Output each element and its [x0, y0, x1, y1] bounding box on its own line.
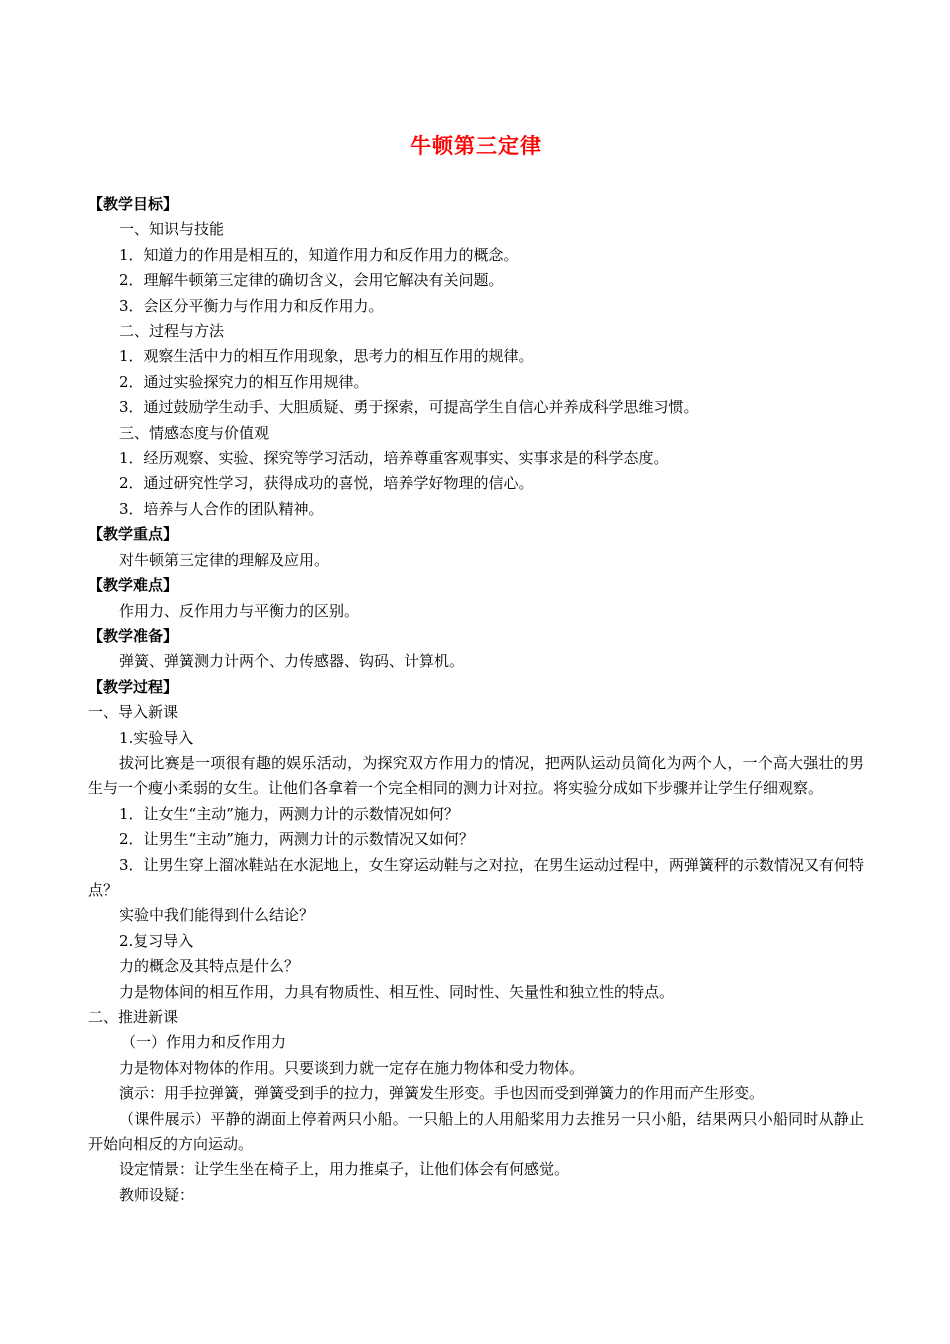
objective-item: 3．培养与人合作的团队精神。	[119, 499, 324, 518]
process-part1: 一、导入新课	[88, 703, 179, 722]
objective-item: 1．知道力的作用是相互的，知道作用力和反作用力的概念。	[119, 245, 519, 264]
preparation-text: 弹簧、弹簧测力计两个、力传感器、钩码、计算机。	[119, 652, 465, 671]
objective-item: 2．理解牛顿第三定律的确切含义，会用它解决有关问题。	[119, 271, 504, 290]
objective-item: 1．经历观察、实验、探究等学习活动，培养尊重客观事实、实事求是的科学态度。	[119, 449, 669, 468]
process-part2-sub1: （一）作用力和反作用力	[121, 1033, 287, 1052]
objectives-sub1: 一、知识与技能	[119, 220, 225, 239]
process-answer: 力是物体间的相互作用，力具有物质性、相互性、同时性、矢量性和独立性的特点。	[119, 982, 675, 1001]
process-question: 2．让男生“主动”施力，两测力计的示数情况又如何？	[119, 830, 474, 849]
objective-item: 3．会区分平衡力与作用力和反作用力。	[119, 296, 384, 315]
process-line: 教师设疑：	[119, 1185, 195, 1204]
process-question: 1．让女生“主动”施力，两测力计的示数情况如何？	[119, 804, 459, 823]
objective-item: 2．通过研究性学习，获得成功的喜悦，培养学好物理的信心。	[119, 474, 534, 493]
document-title: 牛顿第三定律	[410, 134, 542, 158]
difficulty-heading: 【教学难点】	[88, 576, 179, 595]
process-question: 力的概念及其特点是什么？	[119, 957, 300, 976]
difficulty-text: 作用力、反作用力与平衡力的区别。	[119, 601, 360, 620]
process-paragraph: （课件展示）平静的湖面上停着两只小船。一只船上的人用船桨用力去推另一只小船，结果两只小船同时从静止开始向相反的方向运动。	[88, 1109, 864, 1154]
process-line: 设定情景：让学生坐在椅子上，用力推桌子，让他们体会有何感觉。	[119, 1160, 570, 1179]
objectives-sub3: 三、情感态度与价值观	[119, 423, 270, 442]
objectives-heading: 【教学目标】	[88, 195, 179, 213]
process-heading: 【教学过程】	[88, 677, 179, 696]
objective-item: 1．观察生活中力的相互作用现象，思考力的相互作用的规律。	[119, 347, 534, 366]
objective-item: 3．通过鼓励学生动手、大胆质疑、勇于探索，可提高学生自信心并养成科学思维习惯。	[119, 398, 699, 417]
process-line: 演示：用手拉弹簧，弹簧受到手的拉力，弹簧发生形变。手也因而受到弹簧力的作用而产生形变。	[119, 1084, 765, 1103]
key-heading: 【教学重点】	[88, 525, 179, 544]
objectives-sub2: 二、过程与方法	[119, 322, 225, 341]
preparation-heading: 【教学准备】	[88, 626, 179, 645]
process-question: 实验中我们能得到什么结论？	[119, 906, 315, 925]
document-body	[88, 192, 864, 1208]
process-question: 3．让男生穿上溜冰鞋站在水泥地上，女生穿运动鞋与之对拉，在男生运动过程中，两弹簧秤的示数情况又有何特点？	[88, 855, 864, 899]
process-part1-sub1: 1.实验导入	[119, 728, 194, 747]
process-part2: 二、推进新课	[88, 1008, 179, 1026]
objective-item: 2．通过实验探究力的相互作用规律。	[119, 372, 369, 391]
key-text: 对牛顿第三定律的理解及应用。	[119, 550, 330, 569]
process-line: 力是物体对物体的作用。只要谈到力就一定存在施力物体和受力物体。	[119, 1058, 585, 1077]
process-part1-sub2: 2.复习导入	[119, 931, 194, 950]
process-paragraph: 拔河比赛是一项很有趣的娱乐活动，为探究双方作用力的情况，把两队运动员简化为两个人，一个高大强壮的男生与一个瘦小柔弱的女生。让他们各拿着一个完全相同的测力计对拉。将实验分成如下步骤并让学生仔细观察。	[88, 753, 864, 798]
